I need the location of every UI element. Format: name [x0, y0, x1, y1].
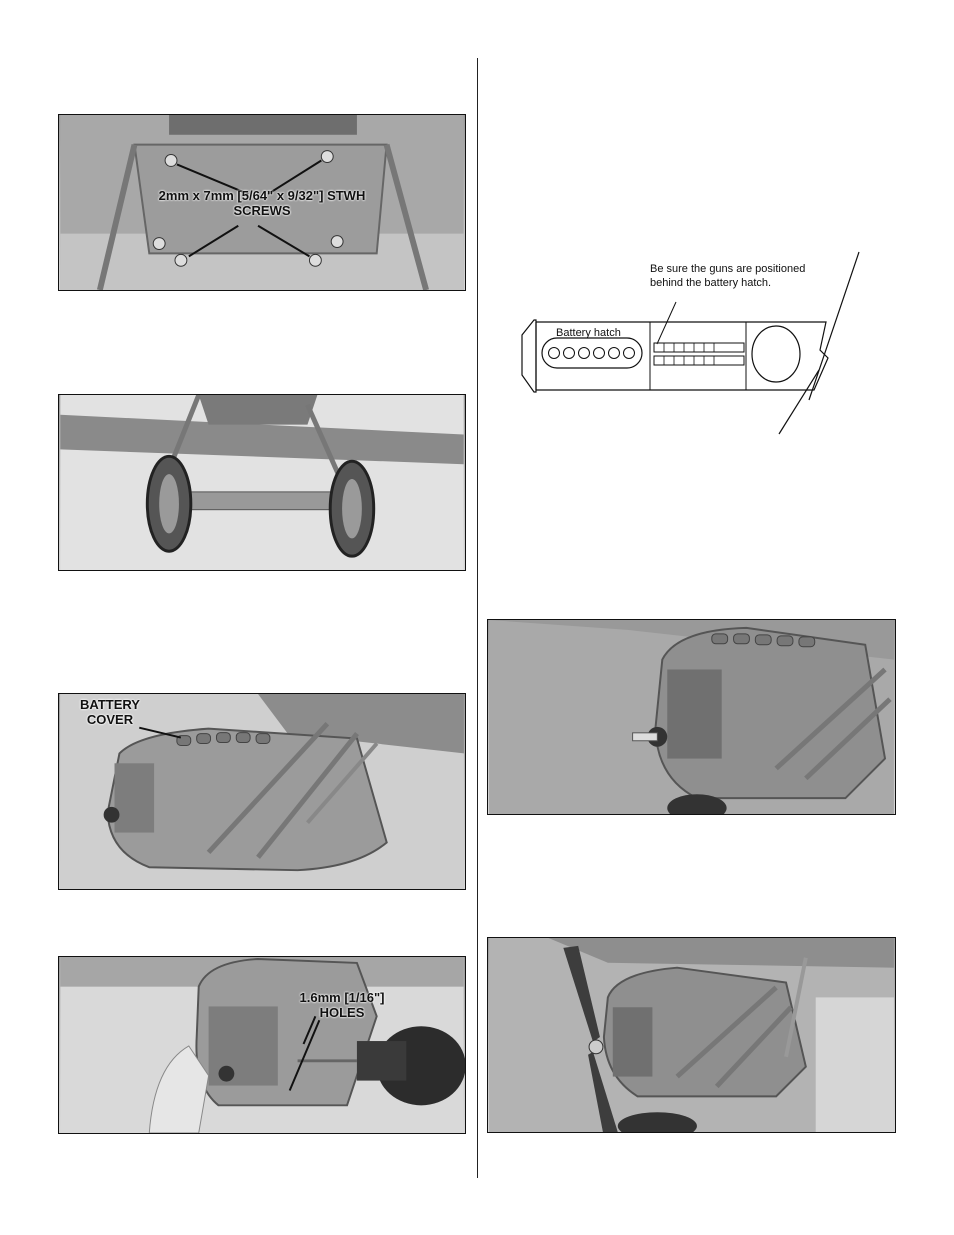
photo-landing-gear [58, 394, 466, 571]
guns-callout: Be sure the guns are positioned behind the battery hatch. [650, 263, 806, 290]
battery-cover-label: BATTERY COVER [80, 697, 140, 727]
photo-propeller-mounted [487, 937, 896, 1133]
photo-landing-gear-illustration [59, 395, 465, 570]
photo-cowl-installed [487, 619, 896, 815]
photo-drilling-holes [58, 956, 466, 1134]
screws-label: 2mm x 7mm [5/64" x 9/32"] STWH SCREWS [158, 188, 366, 218]
photo-battery-cover [58, 693, 466, 890]
photo-fuselage-screws [58, 114, 466, 291]
battery-hatch-label: Battery hatch [556, 327, 621, 339]
photo-propeller-mounted-illustration [488, 938, 895, 1132]
column-divider [477, 58, 478, 1178]
photo-cowl-installed-illustration [488, 620, 895, 814]
holes-label: 1.6mm [1/16"] HOLES [299, 990, 385, 1020]
battery-hatch-diagram [514, 250, 874, 440]
photo-drilling-holes-illustration [59, 957, 465, 1133]
